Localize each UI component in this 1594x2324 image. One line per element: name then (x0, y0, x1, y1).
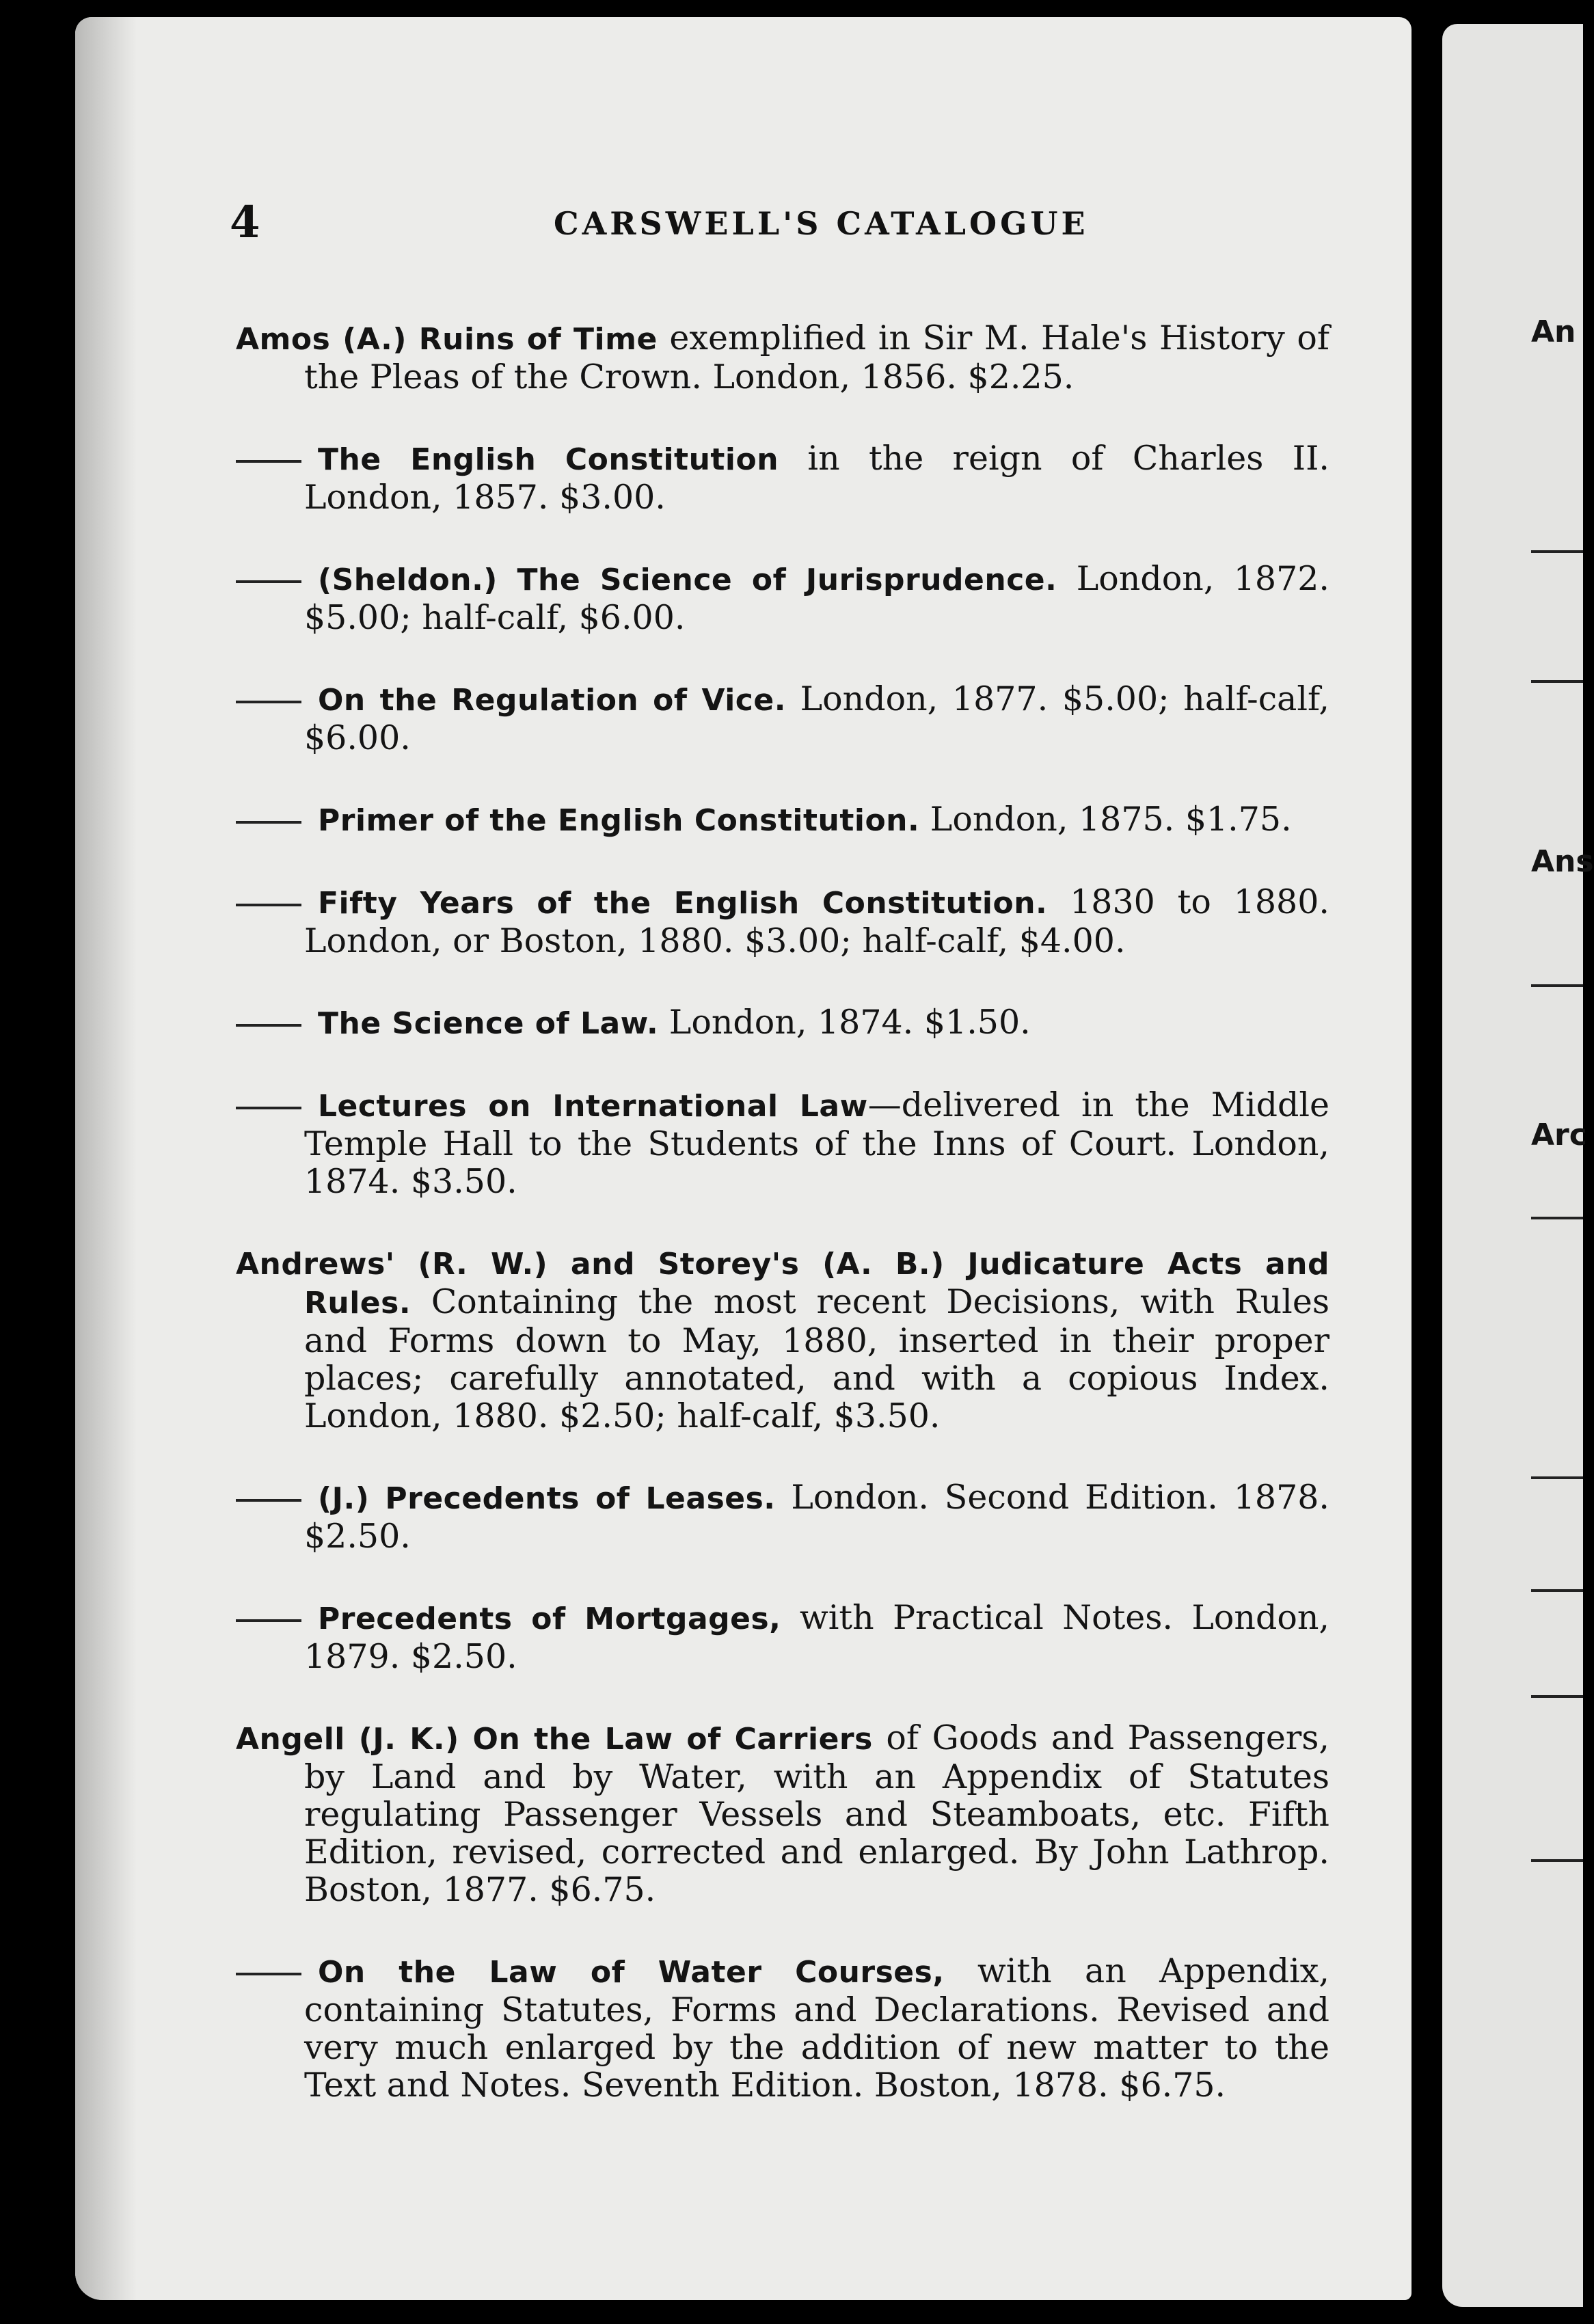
entry-text: London, 1872. $5.00; half-calf, $6.00. (304, 559, 1329, 637)
entry-heading: Primer of the English Constitution. (318, 803, 920, 838)
catalogue-entry (236, 1244, 1329, 1435)
ditto-dash (236, 1024, 301, 1027)
ditto-dash (236, 1973, 301, 1975)
entry-heading: On the Regulation of Vice. (318, 683, 786, 718)
facing-page-dash (1531, 1695, 1583, 1698)
facing-page-fragment: An (1531, 314, 1576, 349)
ditto-dash (236, 1107, 301, 1109)
entry-heading: Precedents of Mortgages, (318, 1602, 781, 1636)
entry-heading: Angell (J. K.) On the Law of Carriers (236, 1722, 873, 1757)
catalogue-entry (236, 1086, 1329, 1200)
catalogue-entries (236, 286, 1329, 2148)
spine-shadow (75, 17, 137, 2300)
page-number: 4 (230, 197, 260, 248)
entry-heading: (J.) Precedents of Leases. (318, 1481, 776, 1516)
facing-page-fragment: Ans (1531, 844, 1594, 879)
entry-text: 1830 to 1880. London, or Boston, 1880. $3.00; half-calf, $4.00. (304, 882, 1329, 960)
catalogue-entry (236, 1003, 1329, 1042)
facing-page-dash (1531, 984, 1583, 987)
ditto-dash (236, 1619, 301, 1622)
entry-heading: Lectures on International Law (318, 1089, 868, 1124)
entry-text: with Practical Notes. London, 1879. $2.50. (304, 1598, 1329, 1676)
facing-page-fragment: Arc (1531, 1118, 1587, 1152)
entry-text: Containing the most recent Decisions, with Rules and Forms down to May, 1880, inserted in their proper places; carefully annotated, and with a copious Index. London, 1880. $2.50; half-calf, $3.50. (304, 1282, 1329, 1435)
facing-page-dash (1531, 550, 1583, 553)
entry-heading: (Sheldon.) The Science of Jurisprudence. (318, 563, 1057, 597)
entry-text: of Goods and Passengers, by Land and by Water, with an Appendix of Statutes regulating Passenger Vessels and Steamboats, etc. Fifth Edition, revised, corrected and enlarged. By John Lathrop. Boston, 1877. $6.75. (304, 1718, 1330, 1909)
ditto-dash (236, 701, 301, 703)
ditto-dash (236, 460, 301, 463)
entry-text: —delivered in the Middle Temple Hall to the Students of the Inns of Court. London, 1874. $3.50. (304, 1085, 1329, 1201)
entry-heading: Amos (A.) Ruins of Time (236, 322, 658, 357)
catalogue-entry (236, 440, 1329, 516)
catalogue-entry (236, 1952, 1329, 2104)
catalogue-entry (236, 800, 1329, 839)
facing-page-dash (1531, 680, 1583, 683)
catalogue-entry (236, 560, 1329, 636)
entry-text: London. Second Edition. 1878. $2.50. (304, 1478, 1330, 1556)
entry-text: exemplified in Sir M. Hale's History of the Pleas of the Crown. London, 1856. $2.25. (304, 319, 1330, 396)
entry-heading: Fifty Years of the English Constitution. (318, 886, 1048, 921)
catalogue-entry (236, 680, 1329, 757)
ditto-dash (236, 904, 301, 906)
entry-heading: Andrews' (R. W.) and Storey's (A. B.) Judicature Acts and Rules. (236, 1247, 1329, 1321)
entry-heading: The Science of Law. (318, 1006, 659, 1041)
catalogue-entry (236, 1599, 1329, 1675)
entry-text: London, 1875. $1.75. (919, 800, 1292, 839)
entry-text: in the reign of Charles II. London, 1857. $3.00. (304, 439, 1330, 517)
facing-page-edge (1442, 24, 1594, 2307)
running-head (226, 197, 1347, 252)
facing-page-dash (1531, 1589, 1583, 1592)
entry-text: London, 1874. $1.50. (658, 1003, 1031, 1042)
facing-page-dash (1531, 1217, 1583, 1219)
entry-text: London, 1877. $5.00; half-calf, $6.00. (304, 679, 1329, 757)
facing-page-dash (1531, 1476, 1583, 1479)
entry-text: with an Appendix, containing Statutes, Forms and Declarations. Revised and very much enlarged by the addition of new matter to the Text and Notes. Seventh Edition. Boston, 1878. $6.75. (304, 1951, 1329, 2105)
ditto-dash (236, 821, 301, 824)
catalogue-title: CARSWELL'S CATALOGUE (554, 205, 1089, 242)
ditto-dash (236, 580, 301, 583)
catalogue-entry (236, 1719, 1329, 1908)
ditto-dash (236, 1499, 301, 1502)
entry-heading: On the Law of Water Courses, (318, 1955, 945, 1990)
entry-heading: The English Constitution (318, 442, 779, 477)
catalogue-entry (236, 1478, 1329, 1555)
catalogue-entry (236, 319, 1329, 396)
facing-page-dash (1531, 1859, 1583, 1862)
catalogue-entry (236, 883, 1329, 960)
